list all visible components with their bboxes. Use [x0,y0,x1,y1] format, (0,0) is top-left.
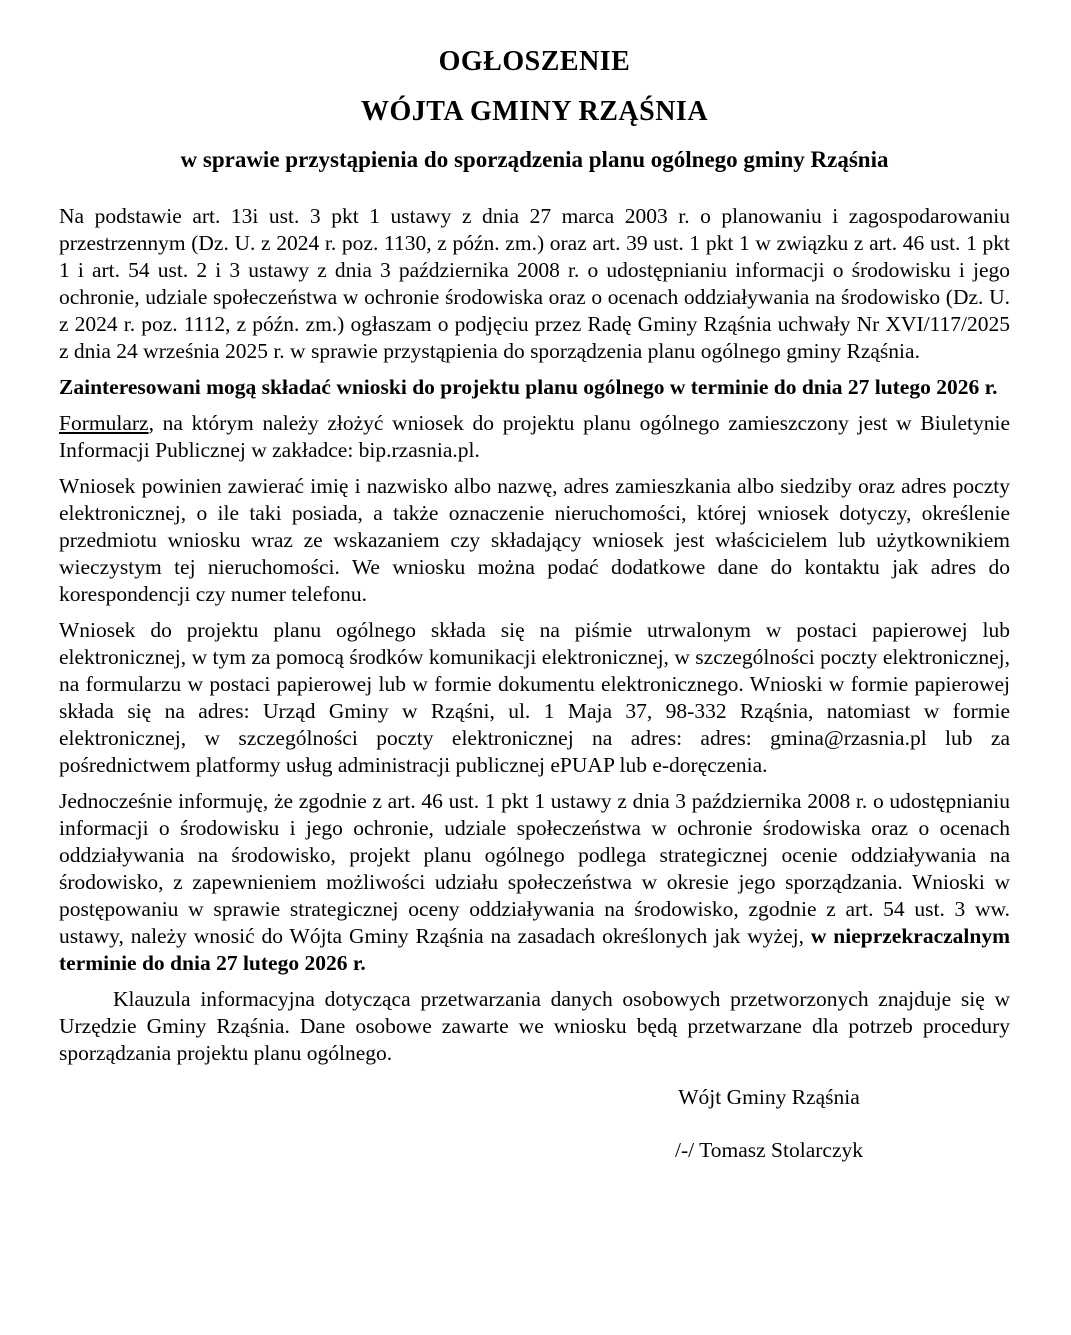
submission-methods-text: Wniosek do projektu planu ogólnego składa się na piśmie utrwalonym w postaci papierowej lub elektronicznej, w tym za pomocą środków komunikacji elektronicznej, w szczególności poczty elektronicznej, na formularzu w postaci papierowej lub w formie dokumentu elektronicznego. Wnioski w formie papierowej składa się na adres: Urząd Gminy w Rząśni, ul. 1 Maja 37, 98-332 Rząśnia, natomiast w formie elektronicznej, w szczególności poczty elektronicznej na adres: adres: gmina@rzasnia.pl lub za pośrednictwem platformy usług administracji publicznej ePUAP lub e-doręczenia. [59,618,1010,777]
request-contents-text: Wniosek powinien zawierać imię i nazwisko albo nazwę, adres zamieszkania albo siedziby oraz adres poczty elektronicznej, o ile taki posiada, a także oznaczenie nieruchomości, której wniosek dotyczy, określenie przedmiotu wniosku wraz ze wskazaniem czy składający wniosek jest właścicielem lub użytkownikiem wieczystym tej nieruchomości. We wniosku można podać dodatkowe dane do kontaktu jak adres do korespondencji czy numer telefonu. [59,474,1010,606]
paragraph-legal-basis [59,203,1010,365]
form-underlined-word: Formularz [59,411,149,435]
signature-name: /-/ Tomasz Stolarczyk [675,1138,863,1162]
environmental-deadline-bold: w nieprzekraczalnym terminie do dnia 27 lutego 2026 r. [59,924,1011,975]
signature-role: Wójt Gminy Rząśnia [678,1085,860,1109]
signature-block [609,1084,929,1164]
paragraph-submission-deadline [59,374,1010,401]
paragraph-form-location [59,410,1010,464]
subject-line: w sprawie przystąpienia do sporządzenia planu ogólnego gminy Rząśnia [180,147,889,172]
paragraph-data-protection-clause [59,986,1010,1067]
paragraph-environmental-assessment [59,788,1010,977]
paragraph-submission-methods [59,617,1010,779]
issuer-title: WÓJTA GMINY RZĄŚNIA [360,96,709,127]
paragraph-request-contents [59,473,1010,608]
submission-deadline-text: Zainteresowani mogą składać wnioski do projektu planu ogólnego w terminie do dnia 27 lutego 2026 r. [59,375,998,399]
legal-basis-text: Na podstawie art. 13i ust. 3 pkt 1 ustawy z dnia 27 marca 2003 r. o planowaniu i zagospodarowaniu przestrzennym (Dz. U. z 2024 r. poz. 1130, z późn. zm.) oraz art. 39 ust. 1 pkt 1 w związku z art. 46 ust. 1 pkt 1 i art. 54 ust. 2 i 3 ustawy z dnia 3 października 2008 r. o udostępnianiu informacji o środowisku i jego ochronie, udziale społeczeństwa w ochronie środowiska oraz o ocenach oddziaływania na środowisko (Dz. U. z 2024 r. poz. 1112, z późn. zm.) ogłaszam o podjęciu przez Radę Gminy Rząśnia uchwały Nr XVI/117/2025 z dnia 24 września 2025 r. w sprawie przystąpienia do sporządzenia planu ogólnego gminy Rząśnia. [59,204,1010,363]
form-location-text: , na którym należy złożyć wniosek do projektu planu ogólnego zamieszczony jest w Biuletynie Informacji Publicznej w zakładce: bip.rzasnia.pl. [59,411,1010,462]
announcement-title: OGŁOSZENIE [438,46,631,77]
environmental-assessment-text: Jednocześnie informuję, że zgodnie z art. 46 ust. 1 pkt 1 ustawy z dnia 3 października 2008 r. o udostępnianiu informacji o środowisku i jego ochronie, udziale społeczeństwa w ochronie środowiska oraz o ocenach oddziaływania na środowisko, projekt planu ogólnego podlega strategicznej ocenie oddziaływania na środowisko, z zapewnieniem możliwości udziału społeczeństwa w okresie jego sporządzania. Wnioski w postępowaniu w sprawie strategicznej oceny oddziaływania na środowisko, zgodnie z art. 54 ust. 3 ww. ustawy, należy wnosić do Wójta Gminy Rząśnia na zasadach określonych jak wyżej, [59,789,1010,948]
data-protection-clause-text: Klauzula informacyjna dotycząca przetwarzania danych osobowych przetworzonych znajduje się w Urzędzie Gminy Rząśnia. Dane osobowe zawarte we wniosku będą przetwarzane dla potrzeb procedury sporządzania projektu planu ogólnego. [59,987,1010,1065]
